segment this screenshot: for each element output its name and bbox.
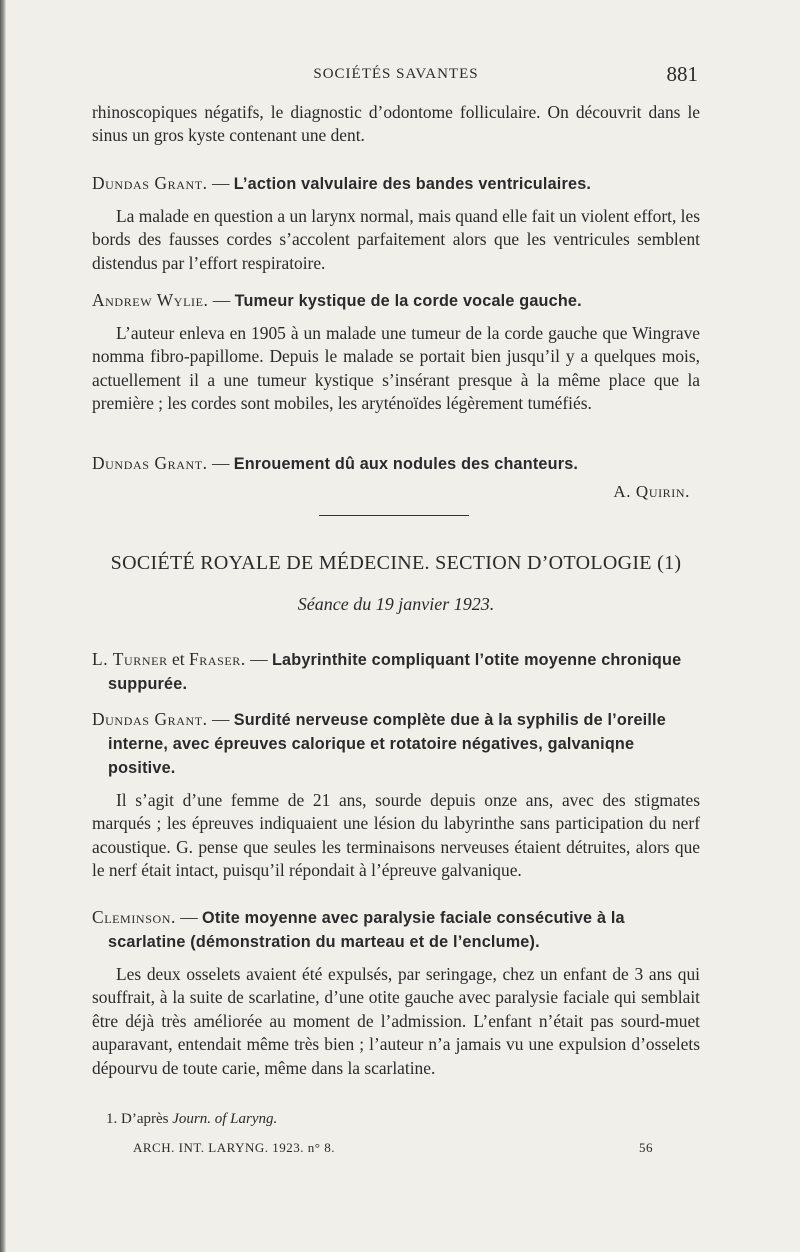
entry-author: L. Turner [92,649,168,669]
entry-separator: — [207,453,234,473]
section-title: SOCIÉTÉ ROYALE DE MÉDECINE. SECTION D’OTOLOGIE (1) [110,552,682,574]
entry-valvulaire [92,172,700,275]
entry-heading [92,708,700,780]
session-date: Séance du 19 janvier 1923. [297,594,495,614]
section-divider [319,515,469,516]
entry-otite-moyenne [92,906,700,1080]
entry-body: Les deux osselets avaient été expulsés, par seringage, chez un enfant de 3 ans qui souffrait, à la suite de scarlatine, d’une otite gauche avec paralysie faciale qui semblait être déjà très améliorée au moment de l’admission. L’enfant n’était pas sourd-muet auparavant, entendait même très bien ; l’auteur n’a jamais vu une expulsion d’osselets dépourvu de toute carie, même dans la scarlatine. [92,964,700,1078]
intro-block [92,101,700,148]
entry-title: Otite moyenne avec paralysie faciale consécutive à la scarlatine (démonstration du marteau et de l’enclume). [108,909,625,951]
entry-title: Tumeur kystique de la corde vocale gauche. [234,292,582,310]
intro-paragraph: rhinoscopiques négatifs, le diagnostic d’odontome folliculaire. On découvrit dans le sinus un gros kyste contenant une dent. [92,102,700,146]
entry-title: Labyrinthite compliquant l’otite moyenne chronique suppurée. [108,651,682,693]
entry-heading [92,452,700,476]
footnote-source: Journ. of Laryng. [172,1111,278,1127]
entry-author: Andrew Wylie. [92,290,209,310]
entry-separator: — [207,709,234,729]
entry-separator: — [245,649,272,669]
entry-title: Enrouement dû aux nodules des chanteurs. [233,455,579,473]
entry-author: Dundas Grant. [92,709,208,729]
signature: A. Quirin. [613,482,690,501]
page-binding-edge [0,0,6,1252]
entry-body: La malade en question a un larynx normal, mais quand elle fait un violent effort, les bords des fausses cordes s’accolent parfaitement alors que les ventricules semblent distendus par l’effort respiratoire. [92,206,700,273]
entry-labyrinthite [92,648,700,696]
entry-heading [92,906,700,954]
entry-author: Dundas Grant. [92,173,208,193]
entry-title: L’action valvulaire des bandes ventriculaires. [233,175,592,193]
entry-title: Surdité nerveuse complète due à la syphilis de l’oreille interne, avec épreuves calorique et rotatoire négatives, galvaniqne positive. [108,711,666,777]
entry-heading [92,648,700,696]
entry-surdite [92,708,700,883]
entry-author-2: Fraser. [188,649,246,669]
footnote-prefix: D’après [117,1111,173,1127]
page-number: 881 [666,62,698,86]
entry-tumeur-kystique [92,289,700,416]
entry-separator: — [175,907,203,927]
sheet-number: 56 [639,1140,653,1155]
entry-heading [92,172,700,196]
entry-heading [92,289,700,313]
entry-author: Cleminson. [92,907,176,927]
entry-separator: — [208,290,235,310]
footnote-marker: 1. [106,1111,118,1127]
footnote [106,1111,277,1128]
entry-conjunction: et [167,649,189,669]
page-header [92,62,700,92]
running-title: SOCIÉTÉS SAVANTES [313,66,479,82]
entry-body: L’auteur enleva en 1905 à un malade une tumeur de la corde gauche que Wingrave nomma fibro-papillome. Depuis le malade se portait bien jusqu’il y a quelques mois, actuellement il a une tumeur kystique s’insérant presque à la même place que la première ; les cordes sont mobiles, les aryténoïdes légèrement tuméfiés. [92,323,700,414]
entry-enrouement [92,452,700,502]
entry-body: Il s’agit d’une femme de 21 ans, sourde depuis onze ans, avec des stigmates marqués ; les épreuves indiquaient une lésion du labyrinthe sans participation du nerf acoustique. G. pense que seules les terminaisons nerveuses étaient détruites, alors que le nerf était intact, puisqu’il répondait à l’épreuve galvanique. [92,790,700,881]
entry-author: Dundas Grant. [92,453,208,473]
entry-separator: — [207,173,234,193]
page-footer [133,1140,653,1156]
journal-signature: ARCH. INT. LARYNG. 1923. n° 8. [133,1140,335,1155]
